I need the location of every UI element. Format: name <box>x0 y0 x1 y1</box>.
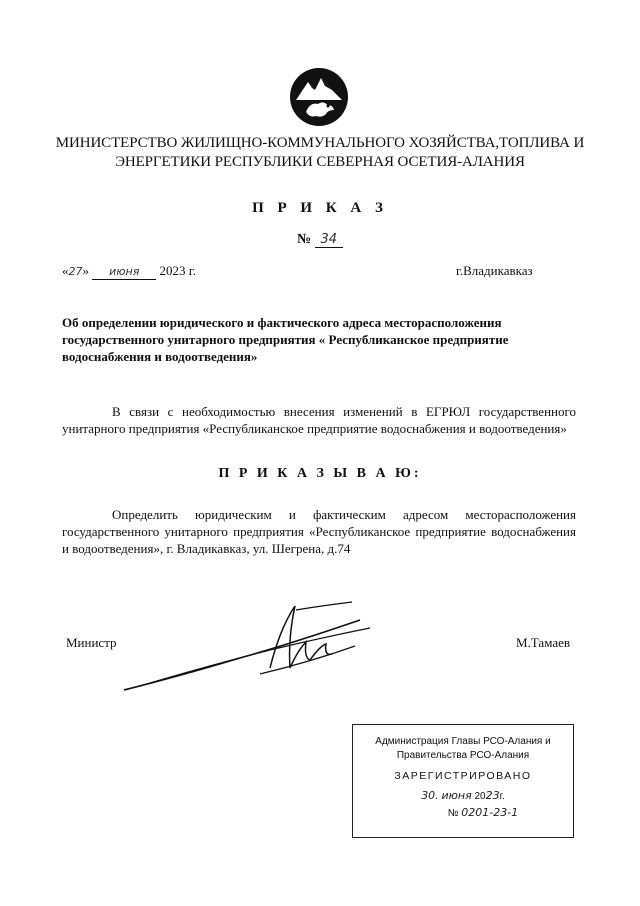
registration-stamp <box>352 724 574 838</box>
stamp-date-year-unit: г. <box>499 791 505 802</box>
date-open-quote: « <box>62 263 69 278</box>
order-date <box>62 263 196 280</box>
body-paragraph-1: В связи с необходимостью внесения изменений в ЕГРЮЛ государственного унитарного предприятия «Республиканское предприятие водоснабжения и водоотведения» <box>62 404 576 436</box>
order-subject: Об определении юридического и фактического адреса месторасположения государственного унитарного предприятия « Республиканское предприятие водоснабжения и водоотведения» <box>62 315 509 364</box>
date-month: июня <box>109 265 140 278</box>
stamp-date-year-prefix: 20 <box>474 791 486 802</box>
order-heading: П Р И К А З Ы В А Ю: <box>218 466 422 481</box>
order-city: г.Владикавказ <box>456 263 533 278</box>
stamp-registered: ЗАРЕГИСТРИРОВАНО <box>394 770 532 782</box>
coat-of-arms-icon <box>288 66 350 128</box>
stamp-date <box>353 789 573 804</box>
stamp-line1: Администрация Главы РСО-Алания и <box>375 736 551 747</box>
ministry-name-line1: МИНИСТЕРСТВО ЖИЛИЩНО-КОММУНАЛЬНОГО ХОЗЯЙСТВА,ТОПЛИВА И <box>55 135 585 151</box>
order-number-value: 34 <box>315 232 344 248</box>
signatory-name: М.Тамаев <box>516 635 571 650</box>
signatory-role: Министр <box>66 635 117 650</box>
ministry-name <box>40 134 600 172</box>
document-title: П Р И К А З <box>252 200 388 216</box>
stamp-date-month: июня <box>441 789 472 802</box>
stamp-number-value: 0201-23-1 <box>461 806 519 819</box>
handwritten-signature <box>120 598 380 698</box>
stamp-line2: Правительства РСО-Алания <box>396 750 530 761</box>
stamp-number-label: № <box>447 808 459 819</box>
date-close-quote: » <box>82 263 89 278</box>
stamp-number <box>353 806 573 821</box>
body-paragraph-2: Определить юридическим и фактическим адресом месторасположения государственного унитарного предприятия «Республиканское предприятие водоснабжения и водоотведения», г. Владикавказ, ул. Шегрена, д.74 <box>62 507 576 556</box>
ministry-name-line2: ЭНЕРГЕТИКИ РЕСПУБЛИКИ СЕВЕРНАЯ ОСЕТИЯ-АЛАНИЯ <box>115 154 525 170</box>
stamp-date-day: 30. <box>421 789 439 802</box>
date-year: 2023 г. <box>159 263 196 278</box>
date-day: 27 <box>68 265 83 278</box>
order-number <box>0 232 640 248</box>
stamp-date-year-suffix: 23 <box>485 789 500 802</box>
order-number-label: № <box>296 232 312 247</box>
